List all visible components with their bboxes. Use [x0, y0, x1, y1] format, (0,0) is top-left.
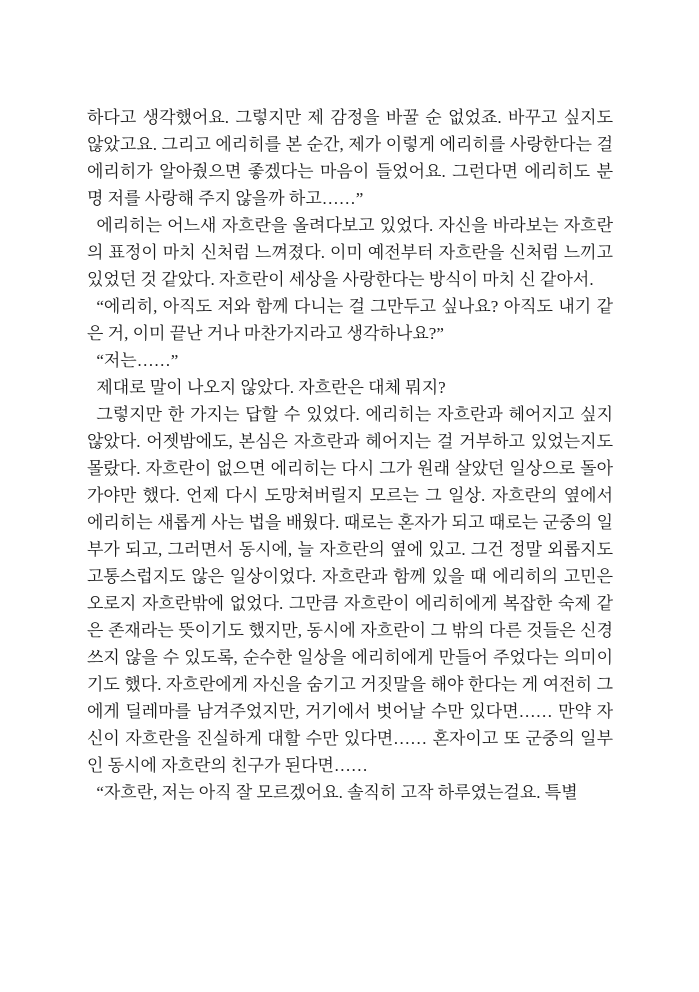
paragraph: 하다고 생각했어요. 그렇지만 제 감정을 바꿀 순 없었죠. 바꾸고 싶지도 않았고요. 그리고 에리히를 본 순간, 제가 이렇게 에리히를 사랑한다는 걸 에리히가 알아줬으면 좋겠다는 마음이 들었어요. 그런다면 에리히도 분명 저를 사랑해 주지 않을까 하고……” — [87, 108, 613, 208]
paragraph: 그렇지만 한 가지는 답할 수 있었다. 에리히는 자흐란과 헤어지고 싶지 않았다. 어젯밤에도, 본심은 자흐란과 헤어지는 걸 거부하고 있었는지도 몰랐다. 자흐란이 없으면 에리히는 다시 그가 원래 살았던 일상으로 돌아가야만 했다. 언제 다시 도망쳐버릴지 모르는 그 일상. 자흐란의 옆에서 에리히는 새롭게 사는 법을 배웠다. 때로는 혼자가 되고 때로는 군중의 일부가 되고, 그러면서 동시에, 늘 자흐란의 옆에 있고. 그건 정말 외롭지도 고통스럽지도 않은 일상이었다. 자흐란과 함께 있을 때 에리히의 고민은 오로지 자흐란밖에 없었다. 그만큼 자흐란이 에리히에게 복잡한 숙제 같은 존재라는 뜻이기도 했지만, 동시에 자흐란이 그 밖의 다른 것들은 신경 쓰지 않을 수 있도록, 순수한 일상을 에리히에게 만들어 주었다는 의미이기도 했다. 자흐란에게 자신을 숨기고 거짓말을 해야 한다는 게 여전히 그에게 딜레마를 남겨주었지만, 거기에서 벗어날 수만 있다면…… 만약 자신이 자흐란을 진실하게 대할 수만 있다면…… 혼자이고 또 군중의 일부인 동시에 자흐란의 친구가 된다면…… — [87, 405, 613, 775]
paragraph-dialogue: “자흐란, 저는 아직 잘 모르겠어요. 솔직히 고작 하루였는걸요. 특별 — [96, 783, 578, 802]
paragraph: 에리히는 어느새 자흐란을 올려다보고 있었다. 자신을 바라보는 자흐란의 표정이 마치 신처럼 느껴졌다. 이미 예전부터 자흐란을 신처럼 느끼고 있었던 것 같았다. 자흐란이 세상을 사랑한다는 방식이 마치 신 같아서. — [87, 216, 613, 289]
paragraph: 제대로 말이 나오지 않았다. 자흐란은 대체 뭐지? — [96, 378, 446, 397]
page-text-block — [87, 104, 613, 806]
paragraph-dialogue: “에리히, 아직도 저와 함께 다니는 걸 그만두고 싶나요? 아직도 내기 같은 거, 이미 끝난 거나 마찬가지라고 생각하나요?” — [87, 297, 613, 343]
paragraph-dialogue: “저는……” — [96, 351, 179, 370]
